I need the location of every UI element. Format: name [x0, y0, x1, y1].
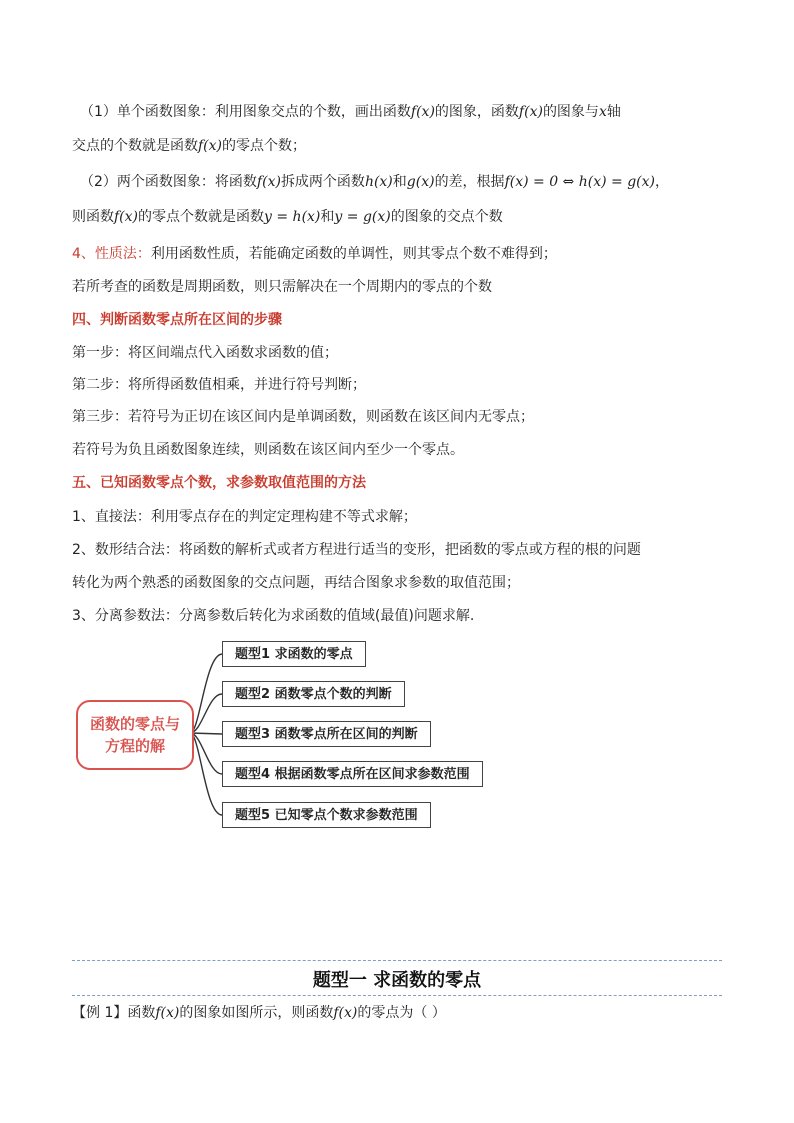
text: 的零点为（ ） — [357, 1005, 446, 1021]
text: 和 — [392, 174, 407, 190]
section-divider-bottom — [72, 995, 722, 996]
text: 若所考查的函数是周期函数，则只需解决在一个周期内的零点的个数 — [72, 279, 492, 295]
text: 拆成两个函数 — [280, 174, 365, 190]
math-x: x — [598, 104, 607, 120]
text: 交点的个数就是函数 — [72, 138, 198, 154]
text: （1）单个函数图象：利用图象交点的个数，画出函数 — [80, 104, 411, 120]
section-4-title: 四、判断函数零点所在区间的步骤 — [72, 312, 282, 328]
section-divider-top — [72, 960, 722, 961]
math-hx: h(x) — [364, 174, 393, 190]
text: 的零点个数； — [222, 138, 307, 154]
math-equivalence: f(x) = 0 ⇔ h(x) = g(x) — [504, 174, 655, 190]
text: 的图象与 — [542, 104, 599, 120]
connector-5 — [190, 733, 222, 815]
text: ， — [654, 174, 669, 190]
section-4-step-4: 若符号为负且函数图象连续，则函数在该区间内至少一个零点。 — [72, 442, 464, 458]
text: 轴 — [606, 104, 621, 120]
type-1-title: 题型一 求函数的零点 — [312, 970, 482, 991]
section-4-step-2: 第二步：将所得函数值相乘，并进行符号判断； — [72, 377, 366, 393]
section-5-item-2: 2、数形结合法：将函数的解析式或者方程进行适当的变形，把函数的零点或方程的根的问题 — [72, 542, 641, 558]
section-4-step-1: 第一步：将区间端点代入函数求函数的值； — [72, 345, 338, 361]
text: （2）两个函数图象：将函数 — [80, 174, 257, 190]
mindmap-center-label: 函数的零点与方程的解 — [90, 715, 181, 755]
math-fx: f(x) — [410, 104, 435, 120]
section-5-item-2-cont: 转化为两个熟悉的函数图象的交点问题，再结合图象求参数的取值范围； — [72, 575, 520, 591]
example-label: 【例 1】函数 — [72, 1005, 156, 1021]
math-fx: f(x) — [518, 104, 543, 120]
math-fx: f(x) — [256, 174, 281, 190]
section-5-title: 五、已知函数零点个数，求参数取值范围的方法 — [72, 475, 366, 491]
math-y-h: y = h(x) — [264, 209, 321, 225]
math-fx: f(x) — [198, 138, 223, 154]
mindmap-leaf-1: 题型1 求函数的零点 — [222, 641, 366, 667]
math-fx: f(x) — [333, 1005, 358, 1021]
section-5-item-1: 1、直接法：利用零点存在的判定定理构建不等式求解； — [72, 509, 417, 525]
text: 和 — [320, 209, 335, 225]
text: 的零点个数就是函数 — [138, 209, 265, 225]
text: 的图象如图所示，则函数 — [179, 1005, 334, 1021]
mindmap-leaf-3: 题型3 函数零点所在区间的判断 — [222, 721, 431, 747]
text: 的图象的交点个数 — [390, 209, 503, 225]
section-5-item-3: 3、分离参数法：分离参数后转化为求函数的值域(最值)问题求解. — [72, 608, 475, 624]
text: 的差，根据 — [434, 174, 505, 190]
mindmap-center-node — [76, 700, 194, 770]
property-method-label: 4、性质法： — [72, 246, 151, 262]
mindmap-leaf-5: 题型5 已知零点个数求参数范围 — [222, 802, 431, 828]
math-gx: g(x) — [406, 174, 435, 190]
math-y-g: y = g(x) — [334, 209, 391, 225]
text: 利用函数性质，若能确定函数的单调性，则其零点个数不难得到； — [150, 246, 557, 262]
mindmap-leaf-4: 题型4 根据函数零点所在区间求参数范围 — [222, 761, 483, 787]
text: 的图象，函数 — [434, 104, 519, 120]
text: 则函数 — [72, 209, 114, 225]
example-1-line — [72, 1003, 732, 1023]
connector-3 — [190, 733, 222, 734]
math-fx: f(x) — [114, 209, 139, 225]
section-4-step-3: 第三步：若符号为正切在该区间内是单调函数，则函数在该区间内无零点； — [72, 409, 534, 425]
math-fx: f(x) — [155, 1005, 180, 1021]
connector-1 — [190, 654, 222, 733]
mindmap-leaf-2: 题型2 函数零点个数的判断 — [222, 681, 405, 707]
